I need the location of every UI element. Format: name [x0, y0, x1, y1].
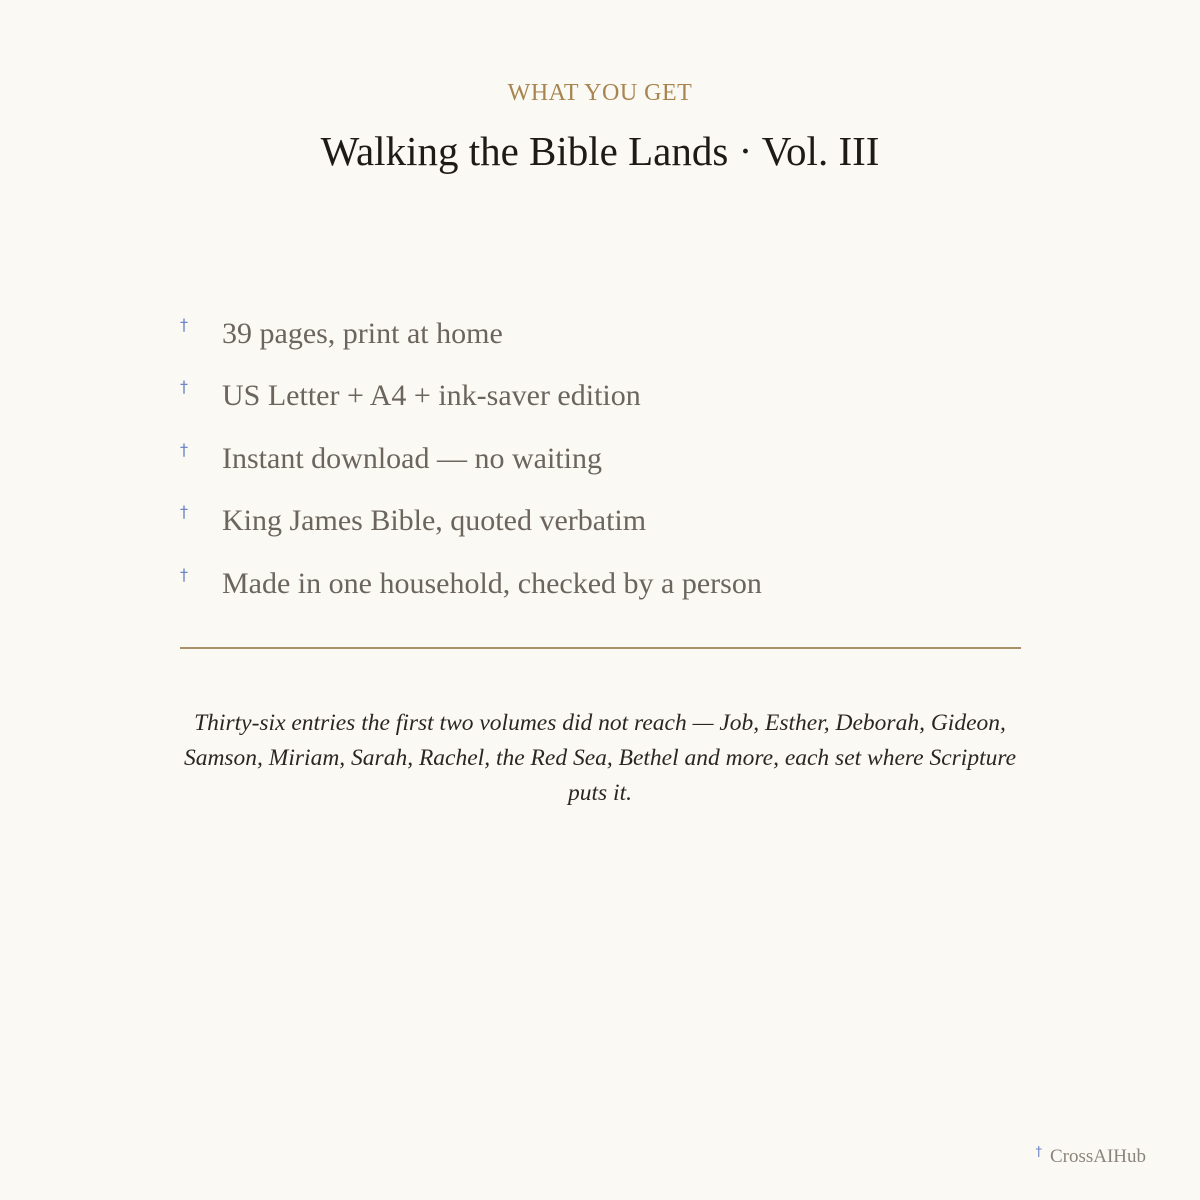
feature-list: [180, 310, 1020, 622]
feature-text: King James Bible, quoted verbatim: [222, 504, 647, 538]
feature-item: [180, 310, 1020, 372]
eyebrow-label: WHAT YOU GET: [507, 80, 693, 106]
feature-item: [180, 497, 1020, 559]
cross-icon: †: [180, 377, 188, 397]
page-title: Walking the Bible Lands · Vol. III: [320, 128, 880, 174]
feature-item: [180, 560, 1020, 622]
feature-item: [180, 435, 1020, 497]
feature-text: 39 pages, print at home: [222, 317, 503, 350]
feature-item: [180, 372, 1020, 434]
cross-icon: †: [180, 502, 188, 522]
cross-icon: †: [1035, 1145, 1042, 1160]
feature-text: Instant download — no waiting: [222, 441, 602, 475]
cross-icon: †: [180, 564, 188, 584]
brand-name: CrossAIHub: [1049, 1146, 1146, 1167]
cross-icon: †: [180, 315, 188, 334]
description-text: Thirty-six entries the first two volumes did not reach — Job, Esther, Deborah, Gideon, Samson, Miriam, Sarah, Rachel, the Red Sea, Bethel and more, each set where Scripture puts it.: [183, 709, 1017, 806]
brand-mark: [1035, 1145, 1146, 1169]
feature-text: US Letter + A4 + ink-saver edition: [222, 379, 641, 413]
cross-icon: †: [180, 439, 188, 459]
divider: [180, 647, 1021, 649]
feature-text: Made in one household, checked by a person: [222, 566, 762, 600]
